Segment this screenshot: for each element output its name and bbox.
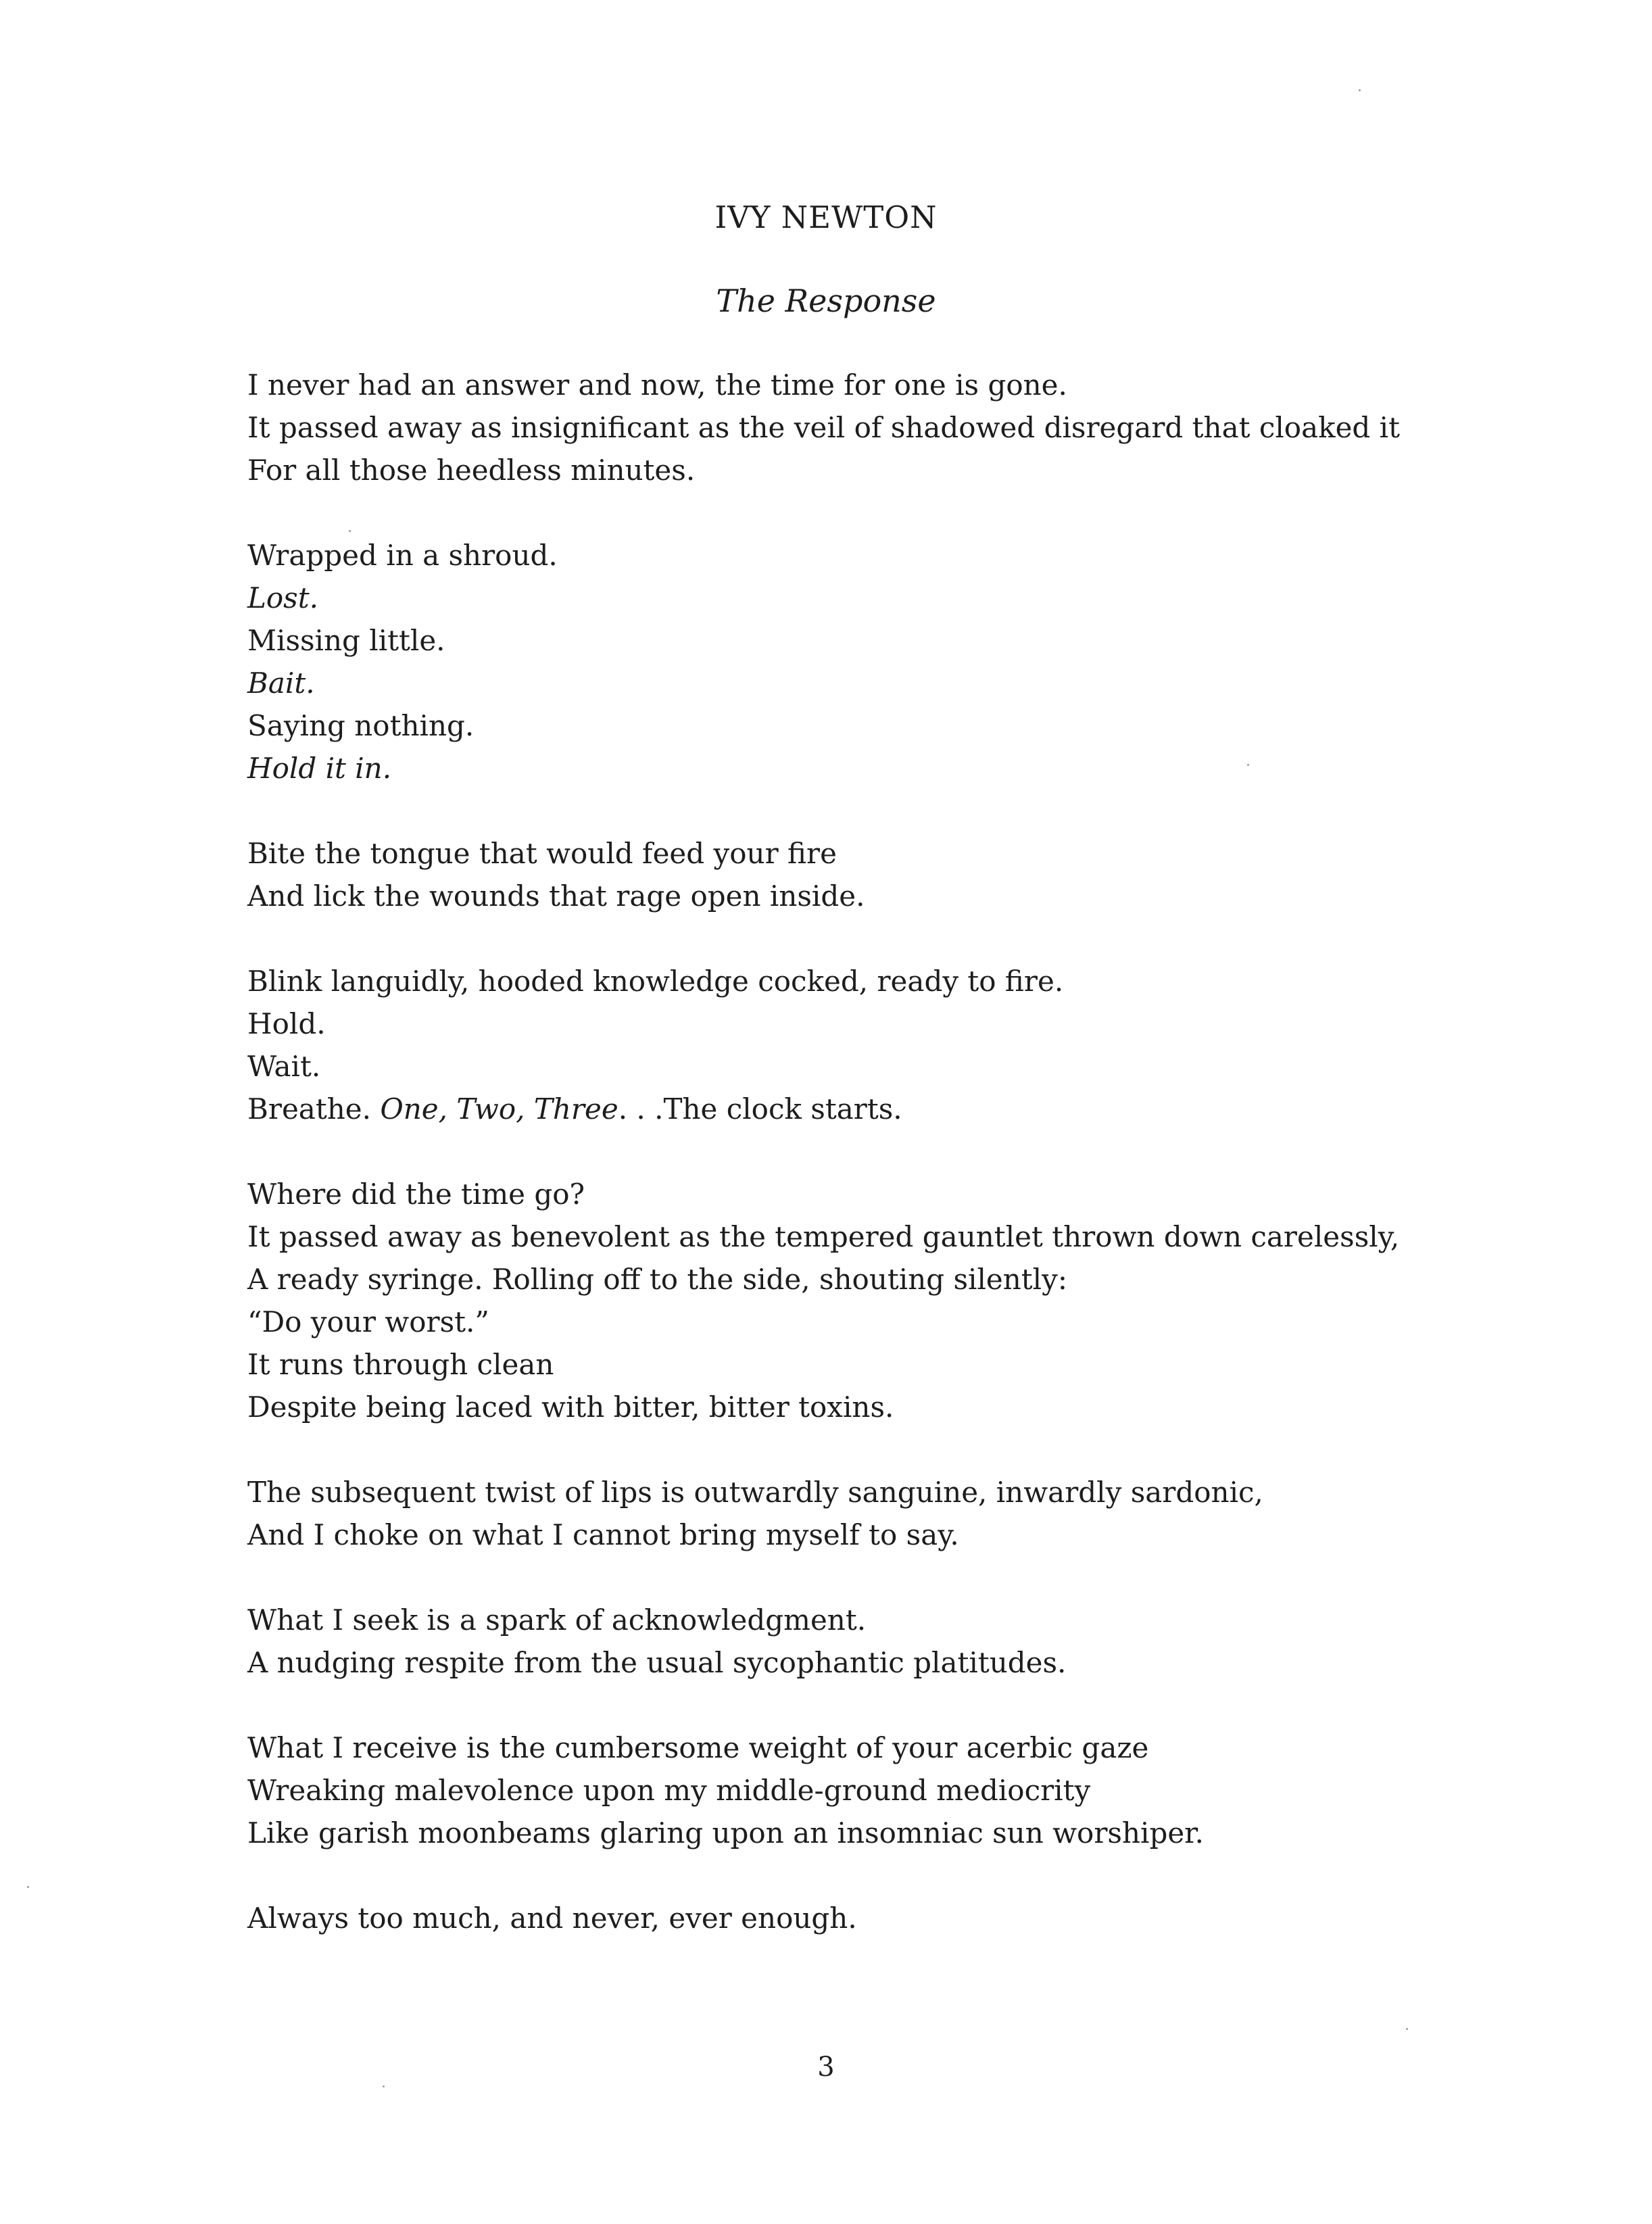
author-heading: IVY NEWTON <box>714 199 938 235</box>
poem-line-segment: . . .The clock starts. <box>618 1092 902 1126</box>
poem-line: The subsequent twist of lips is outwardly sanguine, inwardly sardonic, <box>247 1476 1263 1509</box>
poem-body <box>247 364 1599 1939</box>
scan-speck <box>349 530 351 532</box>
scan-speck <box>383 2085 385 2087</box>
poem-line <box>247 1088 1599 1130</box>
poem-line: Missing little. <box>247 624 445 657</box>
stanza-7 <box>247 1599 1599 1684</box>
poem-line: Like garish moonbeams glaring upon an insomniac sun worshiper. <box>247 1816 1204 1850</box>
poem-line-italic: Lost. <box>247 581 318 614</box>
stanza-6 <box>247 1471 1599 1556</box>
poem-line: It passed away as benevolent as the tempered gauntlet thrown down carelessly, <box>247 1220 1400 1253</box>
poem-line: Blink languidly, hooded knowledge cocked, ready to fire. <box>247 965 1064 998</box>
poem-line-segment-italic: One, Two, Three <box>380 1092 618 1126</box>
scan-speck <box>1247 764 1249 766</box>
stanza-1 <box>247 364 1599 491</box>
poem-line: Bite the tongue that would feed your fire <box>247 837 837 870</box>
page-number: 3 <box>817 2052 835 2083</box>
poem-title: The Response <box>716 283 936 319</box>
poem-line-segment: Breathe. <box>247 1092 381 1126</box>
poem-line: Saying nothing. <box>247 709 475 742</box>
poem-line: I never had an answer and now, the time for one is gone. <box>247 368 1067 402</box>
poem-line-italic: Hold it in. <box>247 752 392 785</box>
stanza-8 <box>247 1726 1599 1854</box>
stanza-2 <box>247 534 1599 790</box>
stanza-3 <box>247 832 1599 917</box>
scan-speck <box>27 1886 29 1888</box>
poem-line: Hold. <box>247 1007 326 1040</box>
poem-line: It runs through clean <box>247 1348 554 1381</box>
poem-line: Wait. <box>247 1050 321 1083</box>
poem-line-italic: Bait. <box>247 667 315 700</box>
poem-line: For all those heedless minutes. <box>247 454 696 487</box>
stanza-4 <box>247 960 1599 1130</box>
poem-line: What I receive is the cumbersome weight of your acerbic gaze <box>247 1731 1149 1764</box>
poem-line: A nudging respite from the usual sycophantic platitudes. <box>247 1646 1067 1679</box>
poem-line: Wrapped in a shroud. <box>247 539 558 572</box>
poem-line: And I choke on what I cannot bring myself to say. <box>247 1518 959 1551</box>
scan-speck <box>1359 89 1361 91</box>
stanza-5 <box>247 1173 1599 1428</box>
stanza-9 <box>247 1897 1599 1939</box>
poem-line: Despite being laced with bitter, bitter toxins. <box>247 1391 894 1424</box>
poem-line: What I seek is a spark of acknowledgment. <box>247 1603 867 1637</box>
poem-line: “Do your worst.” <box>247 1305 489 1338</box>
poem-line: Where did the time go? <box>247 1178 585 1211</box>
poem-line: Always too much, and never, ever enough. <box>247 1902 857 1935</box>
poem-line: A ready syringe. Rolling off to the side, shouting silently: <box>247 1263 1067 1296</box>
poem-line: Wreaking malevolence upon my middle-ground mediocrity <box>247 1774 1091 1807</box>
poem-line: And lick the wounds that rage open inside. <box>247 879 865 913</box>
poem-line: It passed away as insignificant as the veil of shadowed disregard that cloaked it <box>247 411 1400 444</box>
scan-speck <box>1406 2028 1408 2030</box>
